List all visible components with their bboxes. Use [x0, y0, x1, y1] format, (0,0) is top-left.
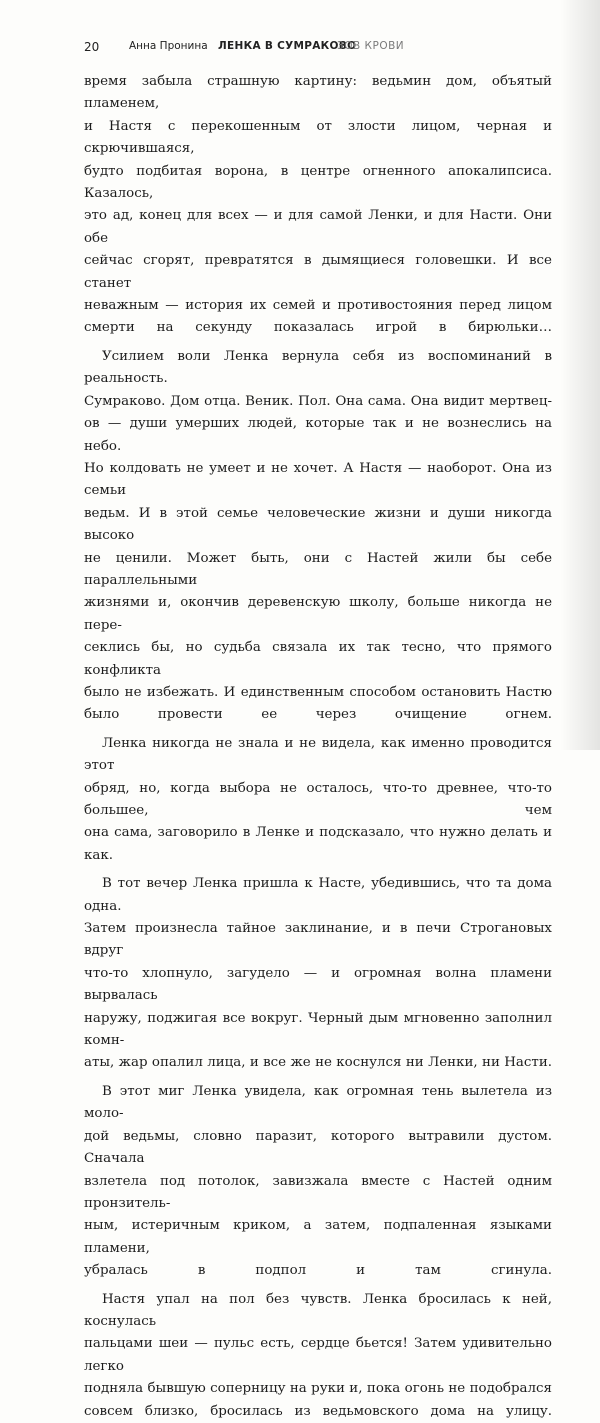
- paragraph: [84, 1081, 552, 1283]
- text-line: смерти на секунду показалась игрой в бирюльки…: [84, 320, 552, 336]
- text-line: и Настя с перекошенным от злости лицом, черная и скрючившаяся,: [84, 118, 552, 157]
- text-line: обряд, но, когда выбора не осталось, что-то древнее, что-то большее, чем: [84, 780, 552, 818]
- text-line: секлись бы, но судьба связала их так тесно, что прямого конфликта: [84, 640, 552, 678]
- page-number: 20: [84, 40, 100, 54]
- text-line: это ад, конец для всех — и для самой Ленки, и для Насти. Они обе: [84, 208, 552, 246]
- text-line: жизнями и, окончив деревенскую школу, больше никогда не пере-: [84, 595, 552, 633]
- text-line: аты, жар опалил лица, и все же не коснулся ни Ленки, ни Насти.: [84, 1055, 552, 1071]
- text-line: В этот миг Ленка увидела, как огромная тень вылетела из моло-: [84, 1083, 552, 1122]
- text-line: она сама, заговорило в Ленке и подсказало, что нужно делать и как.: [84, 825, 552, 863]
- body-text: [84, 71, 552, 1423]
- text-line: Сумраково. Дом отца. Веник. Пол. Она сама. Она видит мертвец-: [84, 393, 552, 409]
- text-line: Усилием воли Ленка вернула себя из воспоминаний в реальность.: [84, 348, 552, 387]
- text-line: Ленка никогда не знала и не видела, как именно проводится этот: [84, 735, 552, 774]
- page-edge-shadow: [560, 0, 600, 750]
- running-header: [84, 40, 560, 56]
- text-line: Но колдовать не умеет и не хочет. А Настя — наоборот. Она из семьи: [84, 460, 552, 499]
- book-subtitle: ЗОВ КРОВИ: [337, 40, 405, 52]
- paragraph: [84, 71, 552, 340]
- text-line: неважным — история их семей и противостояния перед лицом: [84, 298, 552, 314]
- text-line: Настя упал на пол без чувств. Ленка бросилась к ней, коснулась: [84, 1291, 552, 1329]
- paragraph: [84, 1289, 552, 1423]
- text-line: было не избежать. И единственным способом остановить Настю: [84, 684, 552, 700]
- text-line: В тот вечер Ленка пришла к Насте, убедившись, что та дома одна.: [84, 876, 552, 914]
- text-line: не ценили. Может быть, они с Настей жили бы себе параллельными: [84, 550, 552, 588]
- text-line: убралась в подпол и там сгинула.: [84, 1263, 552, 1279]
- paragraph: [84, 873, 552, 1075]
- text-line: будто подбитая ворона, в центре огненного апокалипсиса. Казалось,: [84, 163, 552, 202]
- text-line: пальцами шеи — пульс есть, сердце бьется! Затем удивительно легко: [84, 1336, 552, 1374]
- text-line: было провести ее через очищение огнем.: [84, 707, 552, 723]
- text-line: дой ведьмы, словно паразит, которого вытравили дустом. Сначала: [84, 1128, 552, 1167]
- text-line: сейчас сгорят, превратятся в дымящиеся головешки. И все станет: [84, 253, 552, 291]
- author-name: Анна Пронина: [129, 40, 208, 52]
- text-line: подняла бывшую соперницу на руки и, пока огонь не подобрался: [84, 1381, 552, 1397]
- book-title: ЛЕНКА В СУМРАКОВО: [218, 40, 357, 52]
- text-line: время забыла страшную картину: ведьмин дом, объятый пламенем,: [84, 74, 552, 112]
- text-line: наружу, поджигая все вокруг. Черный дым мгновенно заполнил комн-: [84, 1010, 552, 1049]
- text-line: взлетела под потолок, завизжала вместе с Настей одним пронзитель-: [84, 1173, 552, 1211]
- text-line: ов — души умерших людей, которые так и не вознеслись на небо.: [84, 416, 552, 454]
- paragraph: [84, 733, 552, 867]
- text-line: ведьм. И в этой семье человеческие жизни и души никогда высоко: [84, 505, 552, 544]
- text-line: ным, истеричным криком, а затем, подпаленная языками пламени,: [84, 1218, 552, 1256]
- paragraph: [84, 346, 552, 727]
- text-line: Затем произнесла тайное заклинание, и в печи Строгановых вдруг: [84, 921, 552, 959]
- text-line: совсем близко, бросилась из ведьмовского дома на улицу.: [84, 1403, 552, 1419]
- text-line: что-то хлопнуло, загудело — и огромная волна пламени вырвалась: [84, 965, 552, 1004]
